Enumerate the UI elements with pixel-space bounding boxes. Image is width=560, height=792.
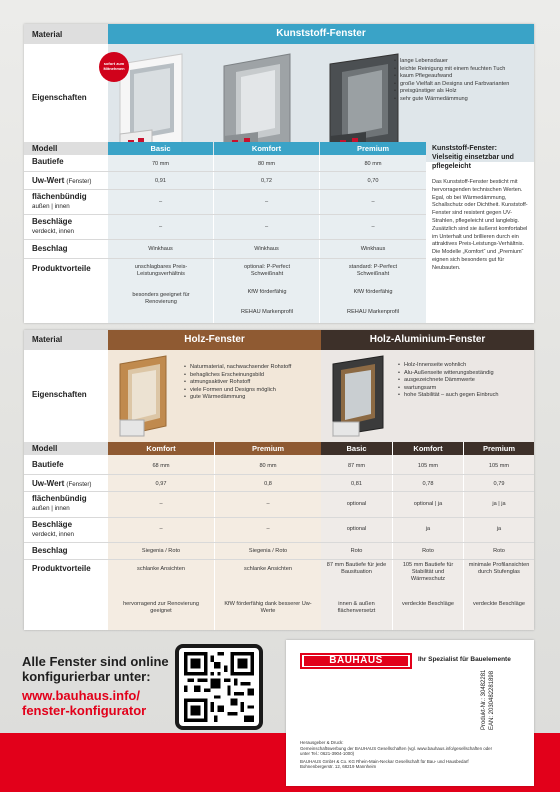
value-bautiefe: 80 mm <box>259 463 277 469</box>
value-beschlaege: optional <box>346 526 367 532</box>
vorteil-komfort: REHAU Markenprofil <box>241 309 293 315</box>
value-beschlag-komfort: Winkhaus <box>254 246 279 252</box>
imprint-line: Herausgeber & Druck: <box>300 740 344 745</box>
value-uw: 0,8 <box>264 481 272 487</box>
value-flaechen: – <box>266 501 270 507</box>
row-label-flaechenbuendig <box>32 192 87 211</box>
feature-item: • wartungsarm <box>398 385 532 393</box>
sofort-badge <box>99 52 129 82</box>
model-komfort-header: Komfort <box>214 142 319 155</box>
row-divider <box>24 517 534 518</box>
value-beschlag: Roto <box>493 548 505 554</box>
value-bautiefe: 105 mm <box>417 463 439 469</box>
kunststoff-banner-title: Kunststoff-Fenster <box>276 28 366 39</box>
value-beschlag: Siegenia / Roto <box>248 548 288 554</box>
cta-text <box>22 654 169 684</box>
row-divider <box>24 189 426 190</box>
value-flaechen: optional | ja <box>413 501 443 507</box>
row-divider <box>24 214 426 215</box>
holz-table <box>24 330 534 630</box>
value-uw-basic: 0,91 <box>155 178 166 184</box>
row-label-text: Bautiefe <box>32 460 64 469</box>
model-holz-komfort-header: Komfort <box>108 442 214 455</box>
feature-item: • leichte Reinigung mit einem feuchten Tuch <box>394 66 532 74</box>
row-label-sub: verdeckt, innen <box>32 228 74 235</box>
qr-code-icon <box>183 652 255 722</box>
row-divider <box>24 258 426 259</box>
sofort-badge-text: sofort zum Mitnehmen <box>103 61 125 71</box>
vorteil-alu-premium: minimale Profilansichten durch Stufenglas <box>468 562 530 575</box>
row-label-text: Uw-Wert <box>32 176 65 185</box>
feature-item: • Alu-Außenseite witterungsbeständig <box>398 370 532 378</box>
vorteil-holz-komfort: hervorragend zur Renovierung geeignet <box>123 601 199 614</box>
row-label-uw <box>32 176 92 186</box>
feature-item: • gute Wärmedämmung <box>184 394 316 402</box>
vorteil-basic: besonders geeignet für Renovierung <box>132 292 190 305</box>
cta-line-2: konfigurierbar unter: <box>22 669 151 684</box>
bauhaus-logo-text: BAUHAUS <box>304 656 408 666</box>
value-uw-komfort: 0,72 <box>261 178 272 184</box>
model-alu-komfort-header: Komfort <box>393 442 463 455</box>
model-alu-premium-header: Premium <box>464 442 534 455</box>
feature-item: • kaum Pflegeaufwand <box>394 73 532 81</box>
value-beschlag-premium: Winkhaus <box>360 246 386 252</box>
value-beschlag: Roto <box>422 548 434 554</box>
product-codes <box>480 670 540 730</box>
row-divider <box>24 171 426 172</box>
value-beschlaege: – <box>266 526 270 532</box>
vorteil-alu-premium: verdeckte Beschläge <box>473 601 525 607</box>
row-divider <box>24 239 426 240</box>
feature-item: • lange Lebensdauer <box>394 58 532 66</box>
row-label-sub: außen | innen <box>32 505 70 512</box>
row-label-text: flächenbündig <box>32 192 87 201</box>
feature-item: • atmungsaktiver Rohstoff <box>184 379 316 387</box>
value-bautiefe: 68 mm <box>152 463 170 469</box>
qr-code-frame[interactable] <box>175 644 263 730</box>
configurator-link[interactable] <box>22 688 146 718</box>
value-flaechen: – <box>159 501 163 507</box>
value-uw: 0,78 <box>422 481 434 487</box>
model-basic-header: Basic <box>108 142 213 155</box>
row-label-text: Produktvorteile <box>32 264 91 273</box>
vorteil-premium: REHAU Markenprofil <box>347 309 399 315</box>
value-beschlaege-basic: – <box>158 224 163 230</box>
feature-item: • ausgezeichnete Dämmwerte <box>398 377 532 385</box>
kunststoff-features <box>394 58 532 104</box>
row-divider <box>24 542 534 543</box>
imprint-line: Bohnenbergerstr. 12, 68219 Mannheim <box>300 764 377 770</box>
window-holz-image <box>116 354 178 438</box>
eigenschaften-label: Eigenschaften <box>32 93 87 102</box>
row-label-text: Beschläge <box>32 217 73 226</box>
row-label-produktvorteile <box>32 264 91 273</box>
row-label-text: flächenbündig <box>32 494 87 503</box>
value-uw-premium: 0,70 <box>367 178 379 184</box>
row-label-bautiefe <box>32 157 64 166</box>
ean-number: EAN: 2030482281898 <box>489 670 495 730</box>
model-premium-header: Premium <box>320 142 426 155</box>
value-beschlaege: – <box>159 526 163 532</box>
row-label-text: Beschlag <box>32 546 68 555</box>
modell-label: Modell <box>32 444 58 453</box>
feature-item: • viele Formen und Designs möglich <box>184 387 316 395</box>
value-bautiefe-komfort: 80 mm <box>257 161 276 167</box>
value-flaechen: optional <box>346 501 367 507</box>
row-label-sub: (Fenster) <box>66 481 92 488</box>
row-label-beschlaege <box>32 520 74 539</box>
kunststoff-banner <box>108 24 534 44</box>
row-label-uw <box>32 479 92 489</box>
value-bautiefe: 105 mm <box>488 463 510 469</box>
row-label-text: Uw-Wert <box>32 479 65 488</box>
product-number: Produkt-Nr.: 30482281 <box>481 669 487 730</box>
vorteil-komfort: optional: P-Perfect Schweißnaht <box>243 264 291 277</box>
value-bautiefe-premium: 80 mm <box>364 161 382 167</box>
row-label-sub: (Fenster) <box>66 178 92 185</box>
feature-item: • große Vielfalt an Designs und Farbvarianten <box>394 81 532 89</box>
row-label-sub: außen | innen <box>32 203 70 210</box>
row-label-text: Beschlag <box>32 244 68 253</box>
holz-banner <box>108 330 321 350</box>
feature-item: • preisgünstiger als Holz <box>394 88 532 96</box>
url-line-1: www.bauhaus.info/ <box>22 688 140 703</box>
vorteil-holz-premium: schlanke Ansichten <box>244 566 292 572</box>
row-label-bautiefe <box>32 460 64 469</box>
value-flaechen-premium: – <box>371 199 375 205</box>
vorteil-holz-premium: KfW förderfähig dank besserer Uw-Werte <box>224 601 312 614</box>
value-flaechen-basic: – <box>158 199 163 205</box>
url-line-2: fenster-konfigurator <box>22 703 147 718</box>
eigenschaften-label: Eigenschaften <box>32 390 87 399</box>
holz-alu-banner <box>321 330 534 350</box>
vorteil-premium: standard: P-Perfect Schweißnaht <box>348 264 398 277</box>
row-label-text: Bautiefe <box>32 157 64 166</box>
value-bautiefe-basic: 70 mm <box>151 161 170 167</box>
value-flaechen-komfort: – <box>264 199 269 205</box>
row-divider <box>24 559 534 560</box>
row-label-sub: verdeckt, innen <box>32 531 74 538</box>
imprint-line: BAUHAUS GmbH & Co. KG Rhein-Main-Neckar Gesellschaft für Bau- und Hausbedarf <box>300 758 469 764</box>
row-label-text: Beschläge <box>32 520 73 529</box>
modell-label: Modell <box>32 144 58 153</box>
slogan: Ihr Spezialist für Bauelemente <box>418 656 511 663</box>
row-label-beschlag <box>32 244 68 253</box>
vorteil-alu-komfort: verdeckte Beschläge <box>402 601 454 607</box>
value-beschlag: Roto <box>350 548 363 554</box>
vorteil-holz-komfort: schlanke Ansichten <box>137 566 185 572</box>
value-uw: 0,79 <box>493 481 505 487</box>
feature-item: • sehr gute Wärmedämmung <box>394 96 532 104</box>
value-flaechen: ja | ja <box>492 501 506 507</box>
holz-alu-banner-title: Holz-Aluminium-Fenster <box>369 334 486 345</box>
row-label-text: Produktvorteile <box>32 564 91 573</box>
kunststoff-side-title: Kunststoff-Fenster: Vielseitig einsetzbar und pflegeleicht <box>432 145 514 170</box>
row-label-beschlag <box>32 546 68 555</box>
vorteil-alu-basic: innen & außen flächenversetzt <box>337 601 376 614</box>
bauhaus-logo <box>300 653 412 669</box>
feature-item: • Naturmaterial, nachwachsender Rohstoff <box>184 364 316 372</box>
holz-alu-features <box>398 362 532 400</box>
vorteil-komfort: KfW förderfähig <box>247 289 287 295</box>
imprint-text <box>300 740 496 770</box>
row-divider <box>24 491 534 492</box>
value-bautiefe: 87 mm <box>347 463 366 469</box>
material-label: Material <box>32 335 63 344</box>
value-beschlaege-premium: – <box>371 224 375 230</box>
vorteil-basic: unschlagbares Preis-Leistungsverhältnis <box>134 264 188 277</box>
holz-features <box>184 364 316 402</box>
row-divider <box>24 474 534 475</box>
row-label-produktvorteile <box>32 564 91 573</box>
model-holz-premium-header: Premium <box>215 442 321 455</box>
row-label-flaechenbuendig <box>32 494 87 513</box>
window-holz-alu-image <box>329 354 395 438</box>
feature-item: • Holz-Innenseite wohnlich <box>398 362 532 370</box>
cta-line-1: Alle Fenster sind online <box>22 654 169 669</box>
value-beschlag-basic: Winkhaus <box>148 246 173 252</box>
vorteil-alu-komfort: 105 mm Bautiefe für Stabilität und Wärmeschutz <box>402 562 454 582</box>
imprint-box <box>286 640 534 786</box>
material-label: Material <box>32 30 63 39</box>
kunststoff-table <box>24 24 534 323</box>
value-beschlaege: ja <box>496 526 502 532</box>
model-alu-basic-header: Basic <box>321 442 392 455</box>
value-beschlaege: ja <box>425 526 431 532</box>
value-beschlag: Siegenia / Roto <box>141 548 181 554</box>
holz-banner-title: Holz-Fenster <box>184 334 245 345</box>
vorteil-alu-basic: 87 mm Bautiefe für jede Bausituation <box>326 562 387 575</box>
value-uw: 0,97 <box>155 481 167 487</box>
imprint-line: Gemeinschaftswerbung der BAUHAUS Gesellschaften (vgl. www.bauhaus.info/gesellschaften oder unter Tel.: 0621-3904-1000) <box>300 745 493 757</box>
value-beschlaege-komfort: – <box>264 224 269 230</box>
vorteil-premium: KfW förderfähig <box>353 289 393 295</box>
row-label-beschlaege <box>32 217 74 236</box>
value-uw: 0,81 <box>351 481 362 487</box>
feature-item: • hohe Stabilität – auch gegen Einbruch <box>398 392 532 400</box>
kunststoff-side-text: Das Kunststoff-Fenster besticht mit hervorragenden technischen Werten. Egal, ob bei Wärmedämmung, Schallschutz oder Dichtheit. Kunststoff-Fenster sind resistent gegen UV-Strahlen, pflegeleicht und langlebig. Zusätzlich sind sie äußerst komfortabel im Unterhalt und brillieren durch ein attraktives Preis-Leistungs-Verhältnis. Die Modelle „Komfort“ und „Premium“ eignen sich besonders gut für Neubauten. <box>432 179 528 271</box>
feature-item: • behagliches Erscheinungsbild <box>184 372 316 380</box>
